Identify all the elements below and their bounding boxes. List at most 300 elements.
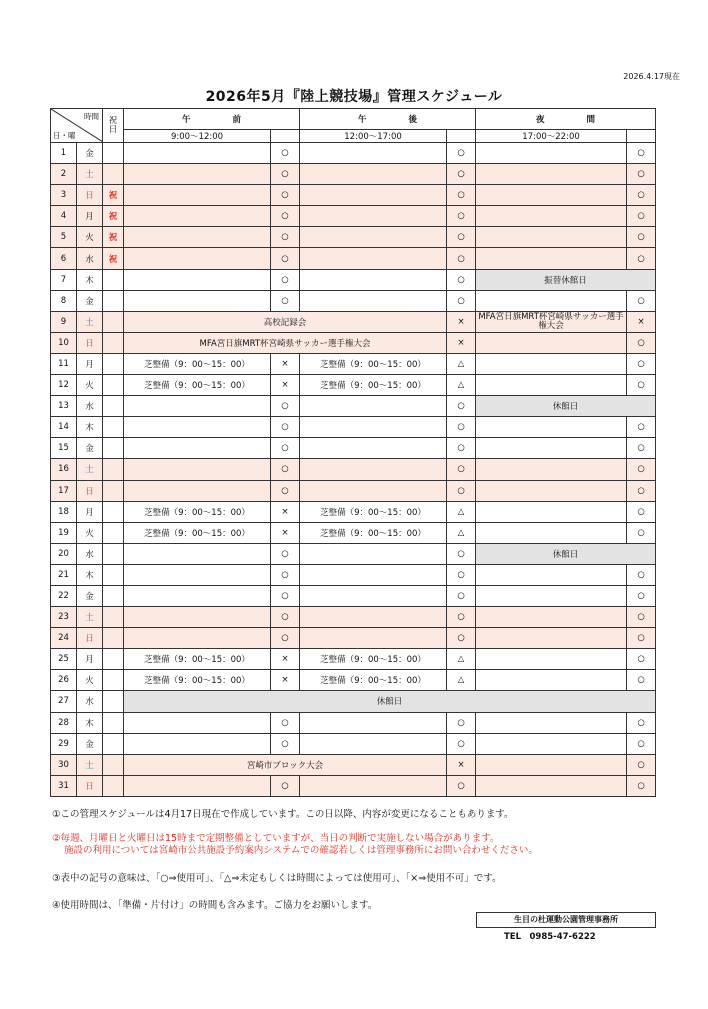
am-slot (124, 164, 271, 185)
pm-slot (300, 396, 447, 417)
event-am-pm: MFA宮日旗MRT杯宮崎県サッカー選手権大会 (124, 332, 447, 353)
am-status: ○ (271, 269, 300, 290)
pm-slot (300, 269, 447, 290)
day-number: 26 (51, 670, 77, 691)
pm-status: ○ (447, 185, 476, 206)
am-slot: 芝整備（9：00〜15：00） (124, 522, 271, 543)
am-slot (124, 607, 271, 628)
am-slot: 芝整備（9：00〜15：00） (124, 353, 271, 374)
pm-status: △ (447, 353, 476, 374)
night-status: ○ (627, 775, 656, 796)
night-status: ○ (627, 375, 656, 396)
am-status: ○ (271, 185, 300, 206)
day-of-week: 日 (77, 775, 103, 796)
am-slot (124, 712, 271, 733)
holiday-mark: 祝 (103, 227, 124, 248)
table-row (51, 417, 656, 438)
am-status: ○ (271, 712, 300, 733)
period-night-time: 17:00〜22:00 (476, 130, 627, 143)
night-status: ○ (627, 607, 656, 628)
night-slot (476, 585, 627, 606)
pm-slot (300, 564, 447, 585)
night-slot (476, 712, 627, 733)
table-row (51, 375, 656, 396)
pm-status: ○ (447, 164, 476, 185)
pm-slot (300, 143, 447, 164)
office-name: 生目の杜運動公園管理事務所 (476, 912, 656, 928)
pm-status: △ (447, 522, 476, 543)
am-slot (124, 480, 271, 501)
pm-status: ○ (447, 607, 476, 628)
day-of-week: 日 (77, 332, 103, 353)
am-slot (124, 248, 271, 269)
am-status: ○ (271, 607, 300, 628)
table-row (51, 185, 656, 206)
night-slot (476, 754, 627, 775)
pm-status: ○ (447, 564, 476, 585)
pm-status: △ (447, 670, 476, 691)
pm-slot (300, 459, 447, 480)
holiday-mark (103, 522, 124, 543)
period-pm-header: 午後 (300, 109, 476, 130)
am-slot (124, 438, 271, 459)
period-am-time: 9:00〜12:00 (124, 130, 271, 143)
pm-status: ○ (447, 628, 476, 649)
holiday-mark (103, 670, 124, 691)
am-status: ○ (271, 227, 300, 248)
day-number: 14 (51, 417, 77, 438)
am-status: × (271, 670, 300, 691)
night-status: ○ (627, 712, 656, 733)
am-slot (124, 775, 271, 796)
am-slot (124, 143, 271, 164)
pm-status: ○ (447, 143, 476, 164)
pm-status: ○ (447, 290, 476, 311)
night-slot (476, 670, 627, 691)
day-of-week: 水 (77, 691, 103, 712)
night-slot (476, 733, 627, 754)
day-number: 22 (51, 585, 77, 606)
day-number: 1 (51, 143, 77, 164)
am-slot (124, 417, 271, 438)
pm-status: ○ (447, 585, 476, 606)
am-status: ○ (271, 164, 300, 185)
note-2 (52, 833, 692, 857)
pm-slot (300, 185, 447, 206)
night-slot (476, 564, 627, 585)
night-slot (476, 332, 627, 353)
night-slot (476, 649, 627, 670)
night-slot (476, 248, 627, 269)
night-slot (476, 628, 627, 649)
am-slot: 芝整備（9：00〜15：00） (124, 501, 271, 522)
day-number: 30 (51, 754, 77, 775)
pm-status: ○ (447, 543, 476, 564)
holiday-mark (103, 396, 124, 417)
pm-status: ○ (447, 733, 476, 754)
am-slot (124, 459, 271, 480)
night-status: ○ (627, 248, 656, 269)
pm-slot (300, 607, 447, 628)
pm-status: △ (447, 501, 476, 522)
day-of-week: 水 (77, 248, 103, 269)
day-number: 23 (51, 607, 77, 628)
corner-header (51, 109, 103, 143)
am-status: ○ (271, 733, 300, 754)
holiday-mark (103, 459, 124, 480)
pm-status: ○ (447, 480, 476, 501)
holiday-mark (103, 733, 124, 754)
day-of-week: 木 (77, 712, 103, 733)
table-row (51, 522, 656, 543)
day-of-week: 水 (77, 543, 103, 564)
pm-slot: 芝整備（9：00〜15：00） (300, 649, 447, 670)
am-status: × (271, 522, 300, 543)
day-number: 18 (51, 501, 77, 522)
day-of-week: 日 (77, 628, 103, 649)
pm-slot (300, 164, 447, 185)
night-status: ○ (627, 670, 656, 691)
day-number: 16 (51, 459, 77, 480)
day-of-week: 金 (77, 585, 103, 606)
day-number: 25 (51, 649, 77, 670)
period-pm-time: 12:00〜17:00 (300, 130, 447, 143)
day-number: 28 (51, 712, 77, 733)
night-status: ○ (627, 585, 656, 606)
night-closed: 振替休館日 (476, 269, 656, 290)
day-number: 12 (51, 375, 77, 396)
event-am-pm: 宮崎市ブロック大会 (124, 754, 447, 775)
am-slot: 芝整備（9：00〜15：00） (124, 375, 271, 396)
day-number: 27 (51, 691, 77, 712)
am-status: ○ (271, 543, 300, 564)
table-row (51, 227, 656, 248)
pm-slot (300, 290, 447, 311)
night-status: ○ (627, 227, 656, 248)
day-number: 8 (51, 290, 77, 311)
pm-status: × (447, 332, 476, 353)
night-status: ○ (627, 185, 656, 206)
night-slot (476, 607, 627, 628)
day-of-week: 土 (77, 754, 103, 775)
day-of-week: 月 (77, 649, 103, 670)
pm-status: ○ (447, 227, 476, 248)
table-row (51, 164, 656, 185)
pm-slot (300, 438, 447, 459)
day-of-week: 火 (77, 522, 103, 543)
note-4: ④使用時間は、「準備・片付け」の時間も含みます。ご協力をお願いします。 (52, 900, 378, 911)
day-number: 11 (51, 353, 77, 374)
night-slot (476, 459, 627, 480)
day-of-week: 木 (77, 564, 103, 585)
am-slot (124, 733, 271, 754)
night-slot (476, 143, 627, 164)
night-slot (476, 206, 627, 227)
holiday-mark (103, 269, 124, 290)
day-of-week: 金 (77, 290, 103, 311)
pm-status: ○ (447, 248, 476, 269)
corner-time-label: 時間 (84, 112, 99, 121)
day-number: 17 (51, 480, 77, 501)
am-status: ○ (271, 459, 300, 480)
night-slot (476, 164, 627, 185)
night-status: ○ (627, 733, 656, 754)
holiday-mark (103, 628, 124, 649)
day-number: 4 (51, 206, 77, 227)
night-status: ○ (627, 628, 656, 649)
night-status: ○ (627, 290, 656, 311)
day-of-week: 日 (77, 480, 103, 501)
table-row (51, 607, 656, 628)
table-row (51, 564, 656, 585)
table-row (51, 396, 656, 417)
table-row (51, 353, 656, 374)
pm-status: △ (447, 375, 476, 396)
holiday-mark (103, 564, 124, 585)
notes (52, 806, 692, 924)
pm-slot: 芝整備（9：00〜15：00） (300, 375, 447, 396)
table-row (51, 248, 656, 269)
pm-slot (300, 733, 447, 754)
night-slot (476, 417, 627, 438)
period-am-header: 午前 (124, 109, 300, 130)
table-row (51, 501, 656, 522)
am-slot (124, 290, 271, 311)
night-slot (476, 480, 627, 501)
am-status: ○ (271, 248, 300, 269)
am-status: ○ (271, 480, 300, 501)
holiday-mark (103, 712, 124, 733)
table-row (51, 290, 656, 311)
am-status: ○ (271, 396, 300, 417)
day-of-week: 土 (77, 607, 103, 628)
pm-status: ○ (447, 775, 476, 796)
am-slot (124, 628, 271, 649)
pm-slot (300, 248, 447, 269)
pm-slot (300, 227, 447, 248)
holiday-mark (103, 375, 124, 396)
night-closed: 休館日 (476, 396, 656, 417)
pm-status: ○ (447, 396, 476, 417)
day-of-week: 日 (77, 185, 103, 206)
day-of-week: 火 (77, 670, 103, 691)
holiday-mark (103, 754, 124, 775)
table-row (51, 712, 656, 733)
table-row (51, 459, 656, 480)
am-status: ○ (271, 628, 300, 649)
am-status: ○ (271, 585, 300, 606)
am-slot (124, 543, 271, 564)
am-status: ○ (271, 417, 300, 438)
night-status: ○ (627, 417, 656, 438)
night-slot (476, 227, 627, 248)
day-of-week: 土 (77, 164, 103, 185)
pm-status: ○ (447, 712, 476, 733)
pm-slot: 芝整備（9：00〜15：00） (300, 501, 447, 522)
office-tel: TEL 0985-47-6222 (504, 932, 596, 942)
table-row (51, 775, 656, 796)
table-row (51, 585, 656, 606)
day-number: 7 (51, 269, 77, 290)
table-row (51, 649, 656, 670)
holiday-mark (103, 691, 124, 712)
pm-status: ○ (447, 269, 476, 290)
day-number: 24 (51, 628, 77, 649)
pm-status: ○ (447, 417, 476, 438)
am-status: × (271, 375, 300, 396)
pm-status: ○ (447, 459, 476, 480)
table-row (51, 332, 656, 353)
day-of-week: 土 (77, 311, 103, 332)
holiday-mark (103, 607, 124, 628)
am-slot (124, 269, 271, 290)
note-2-line-2: 施設の利用については宮崎市公共施設予約案内システムでの確認若しくは管理事務所にお問い合わせください。 (64, 845, 538, 856)
pm-slot (300, 775, 447, 796)
holiday-mark (103, 417, 124, 438)
pm-status: △ (447, 649, 476, 670)
day-of-week: 木 (77, 417, 103, 438)
table-row (51, 543, 656, 564)
holiday-mark: 祝 (103, 185, 124, 206)
pm-slot: 芝整備（9：00〜15：00） (300, 522, 447, 543)
table-row (51, 628, 656, 649)
am-status: × (271, 501, 300, 522)
night-slot (476, 290, 627, 311)
night-status: × (627, 311, 656, 332)
night-slot (476, 438, 627, 459)
day-number: 20 (51, 543, 77, 564)
pm-slot (300, 585, 447, 606)
day-number: 15 (51, 438, 77, 459)
period-night-header: 夜間 (476, 109, 656, 130)
holiday-mark (103, 501, 124, 522)
note-2-line-1: ②毎週、月曜日と火曜日は15時まで定期整備としていますが、当日の判断で実施しない場合があります。 (52, 833, 500, 844)
table-row (51, 311, 656, 332)
day-number: 29 (51, 733, 77, 754)
schedule-table (50, 108, 656, 797)
am-status: ○ (271, 775, 300, 796)
am-status: ○ (271, 438, 300, 459)
night-slot (476, 375, 627, 396)
table-row (51, 670, 656, 691)
day-number: 6 (51, 248, 77, 269)
table-row (51, 206, 656, 227)
holiday-mark (103, 480, 124, 501)
am-slot (124, 227, 271, 248)
night-slot (476, 775, 627, 796)
am-status: ○ (271, 564, 300, 585)
night-closed: 休館日 (476, 543, 656, 564)
holiday-mark (103, 585, 124, 606)
holiday-mark (103, 311, 124, 332)
pm-slot (300, 543, 447, 564)
night-slot (476, 185, 627, 206)
night-status: ○ (627, 164, 656, 185)
pm-slot (300, 628, 447, 649)
day-of-week: 月 (77, 206, 103, 227)
night-status: ○ (627, 438, 656, 459)
table-row (51, 733, 656, 754)
day-of-week: 金 (77, 143, 103, 164)
pm-slot: 芝整備（9：00〜15：00） (300, 670, 447, 691)
pm-slot (300, 712, 447, 733)
day-number: 13 (51, 396, 77, 417)
note-1: ①この管理スケジュールは4月17日現在で作成しています。この日以降、内容が変更になることもあります。 (52, 809, 514, 820)
pm-status: ○ (447, 438, 476, 459)
holiday-mark (103, 649, 124, 670)
night-status: ○ (627, 649, 656, 670)
holiday-column-header: 祝日 (103, 109, 124, 143)
day-of-week: 木 (77, 269, 103, 290)
page-title: 2026年5月『陸上競技場』管理スケジュール (205, 89, 503, 105)
holiday-mark (103, 332, 124, 353)
day-number: 2 (51, 164, 77, 185)
day-number: 10 (51, 332, 77, 353)
pm-status: × (447, 311, 476, 332)
as-of-date: 2026.4.17現在 (623, 72, 680, 81)
day-of-week: 水 (77, 396, 103, 417)
night-slot (476, 353, 627, 374)
table-row (51, 754, 656, 775)
pm-status: × (447, 754, 476, 775)
night-status: ○ (627, 143, 656, 164)
day-number: 31 (51, 775, 77, 796)
night-slot: MFA宮日旗MRT杯宮崎県サッカー選手権大会 (476, 311, 627, 332)
holiday-mark (103, 543, 124, 564)
holiday-mark (103, 143, 124, 164)
am-slot (124, 396, 271, 417)
night-slot (476, 522, 627, 543)
holiday-mark (103, 775, 124, 796)
night-status: ○ (627, 564, 656, 585)
day-of-week: 月 (77, 501, 103, 522)
pm-slot (300, 480, 447, 501)
am-status: ○ (271, 143, 300, 164)
event-am-pm: 高校記録会 (124, 311, 447, 332)
table-row (51, 691, 656, 712)
closed-day-cell: 休館日 (124, 691, 656, 712)
day-number: 3 (51, 185, 77, 206)
holiday-mark (103, 164, 124, 185)
pm-slot (300, 206, 447, 227)
table-row (51, 269, 656, 290)
note-3: ③表中の記号の意味は、「○⇒使用可」、「△⇒未定もしくは時間によっては使用可」、「×⇒使用不可」です。 (52, 873, 502, 884)
day-of-week: 月 (77, 353, 103, 374)
night-status: ○ (627, 522, 656, 543)
day-of-week: 土 (77, 459, 103, 480)
day-number: 5 (51, 227, 77, 248)
am-slot (124, 564, 271, 585)
table-row (51, 143, 656, 164)
corner-day-label: 日・曜 (53, 131, 76, 140)
am-status: ○ (271, 206, 300, 227)
am-slot: 芝整備（9：00〜15：00） (124, 670, 271, 691)
night-status: ○ (627, 501, 656, 522)
night-status: ○ (627, 353, 656, 374)
night-slot (476, 501, 627, 522)
day-number: 19 (51, 522, 77, 543)
night-status: ○ (627, 754, 656, 775)
night-status: ○ (627, 480, 656, 501)
table-row (51, 438, 656, 459)
day-number: 9 (51, 311, 77, 332)
day-of-week: 金 (77, 733, 103, 754)
holiday-mark (103, 438, 124, 459)
am-slot: 芝整備（9：00〜15：00） (124, 649, 271, 670)
day-number: 21 (51, 564, 77, 585)
holiday-mark: 祝 (103, 206, 124, 227)
pm-status: ○ (447, 206, 476, 227)
